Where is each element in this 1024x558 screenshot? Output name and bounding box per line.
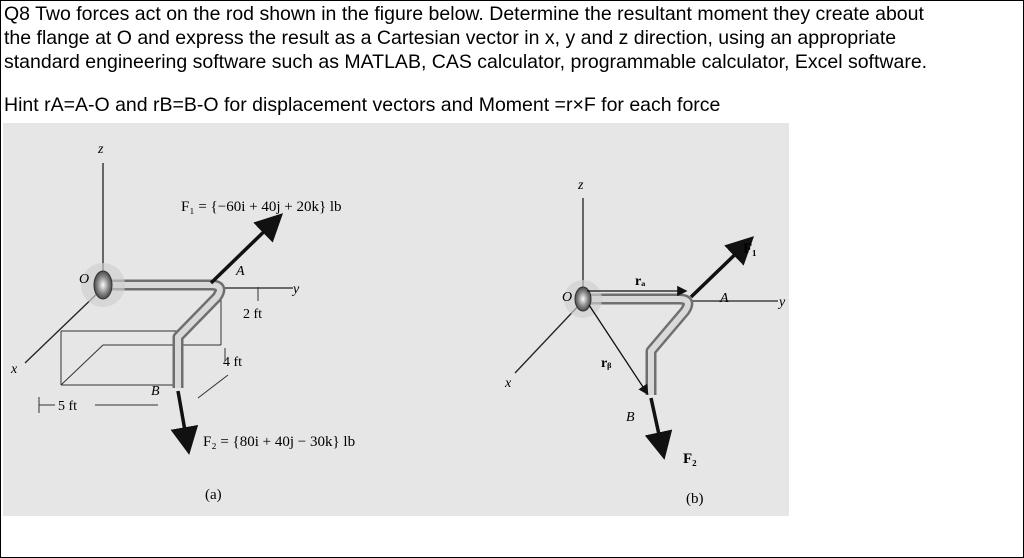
a-z-label: z	[98, 142, 104, 157]
a-dim-5ft: 5 ft	[58, 399, 78, 414]
question-text	[4, 2, 1016, 74]
b-z-label: z	[578, 178, 584, 193]
b-point-a-label: A	[720, 291, 729, 306]
a-dimension-box	[39, 291, 221, 413]
b-point-b-label: B	[626, 410, 635, 425]
b-rb-vector	[589, 305, 647, 393]
a-point-b-label: B	[151, 384, 160, 399]
hint-text: Hint rA=A-O and rB=B-O for displacement vectors and Moment =r×F for each force	[4, 94, 721, 116]
a-f2-label: F₂ = {80i + 40j − 30k} lb	[203, 434, 356, 450]
b-f2-label: F₂	[683, 451, 697, 467]
a-rod	[103, 285, 220, 388]
b-f1-label: F₁	[743, 241, 757, 257]
b-ra-label: rₐ	[635, 274, 646, 289]
b-f1-arrow	[691, 241, 749, 297]
figure-svg	[3, 123, 789, 516]
a-caption: (a)	[205, 487, 222, 503]
b-f2-arrow	[651, 398, 663, 453]
b-caption: (b)	[686, 491, 704, 507]
figure-a	[10, 142, 355, 503]
a-dim-4ft: 4 ft	[223, 355, 243, 370]
b-y-label: y	[779, 295, 786, 310]
a-f2-arrow	[178, 391, 188, 448]
b-rod-outline	[583, 299, 688, 395]
figure-b	[504, 178, 786, 507]
a-y-label: y	[293, 282, 300, 297]
a-x-label: x	[11, 362, 18, 377]
problem-figure	[3, 123, 789, 516]
b-origin-label: O	[562, 290, 573, 305]
b-x-label: x	[505, 376, 512, 391]
a-origin-label: O	[79, 272, 90, 287]
a-4ft-arrow	[198, 375, 228, 398]
b-rod	[583, 299, 688, 395]
a-flange	[94, 271, 112, 299]
a-point-a-label: A	[236, 264, 245, 279]
a-rod-outline	[103, 285, 220, 388]
b-rb-label: rᵦ	[601, 356, 612, 371]
question-line-2: the flange at O and express the result as a Cartesian vector in x, y and z direction, using an appropriate	[4, 27, 897, 49]
question-line-1: Q8 Two forces act on the rod shown in the figure below. Determine the resultant moment they create about	[4, 3, 924, 25]
a-dim-2ft: 2 ft	[243, 307, 263, 322]
question-line-3: standard engineering software such as MATLAB, CAS calculator, programmable calculator, Excel software.	[4, 51, 928, 73]
a-f1-label: F₁ = {−60i + 40j + 20k} lb	[181, 199, 342, 215]
